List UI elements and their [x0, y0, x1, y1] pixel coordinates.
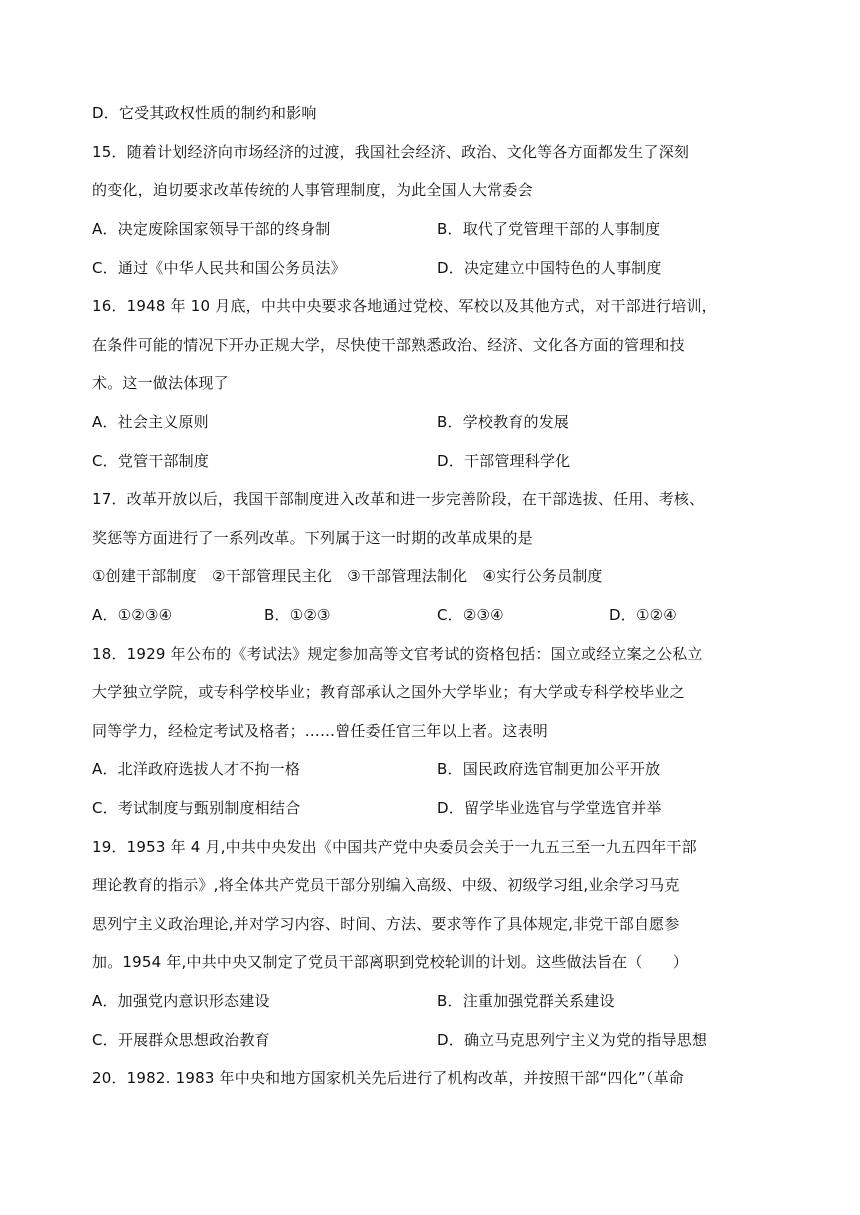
- q16-option-c: C．党管干部制度: [92, 452, 210, 470]
- q19-option-a: A．加强党内意识形态建设: [92, 992, 270, 1010]
- q17-option-a: A．①②③④: [92, 606, 173, 624]
- q18-stem-line-3: 同等学力，经检定考试及格者；……曾任委任官三年以上者。这表明: [92, 722, 549, 740]
- q16-option-b: B．学校教育的发展: [437, 413, 570, 431]
- q19-stem-line-2: 理论教育的指示》,将全体共产党员干部分别编入高级、中级、初级学习组,业余学习马克: [92, 876, 680, 894]
- q15-option-a: A．决定废除国家领导干部的终身制: [92, 220, 331, 238]
- q15-option-c: C．通过《中华人民共和国公务员法》: [92, 259, 346, 277]
- q16-stem-line-1: 16．1948 年 10 月底，中共中央要求各地通过党校、军校以及其他方式，对干部进行培训，: [92, 297, 717, 315]
- q16-stem-line-3: 术。这一做法体现了: [92, 374, 229, 392]
- q17-option-b: B．①②③: [264, 606, 331, 624]
- q17-stem-line-1: 17．改革开放以后，我国干部制度进入改革和进一步完善阶段，在干部选拔、任用、考核、: [92, 490, 705, 508]
- q18-stem-line-1: 18．1929 年公布的《考试法》规定参加高等文官考试的资格包括：国立或经立案之公私立: [92, 645, 703, 663]
- q19-stem-line-1: 19．1953 年 4 月,中共中央发出《中国共产党中央委员会关于一九五三至一九五四年干部: [92, 838, 697, 856]
- q20-stem-line-1: 20．1982. 1983 年中央和地方国家机关先后进行了机构改革，并按照干部“四化”（革命: [92, 1069, 684, 1087]
- q16-stem-line-2: 在条件可能的情况下开办正规大学，尽快使干部熟悉政治、经济、文化各方面的管理和技: [92, 336, 685, 354]
- q15-option-b: B．取代了党管理干部的人事制度: [437, 220, 661, 238]
- q19-option-b: B．注重加强党群关系建设: [437, 992, 615, 1010]
- q17-statements: ①创建干部制度 ②干部管理民主化 ③干部管理法制化 ④实行公务员制度: [92, 567, 603, 585]
- q15-option-d: D．决定建立中国特色的人事制度: [437, 259, 662, 277]
- q15-stem-line-1: 15．随着计划经济向市场经济的过渡，我国社会经济、政治、文化等各方面都发生了深刻: [92, 143, 690, 161]
- q14-option-d: D．它受其政权性质的制约和影响: [92, 104, 317, 122]
- q19-stem-line-4: 加。1954 年,中共中央又制定了党员干部离职到党校轮训的计划。这些做法旨在（ ）: [92, 953, 689, 971]
- q18-option-d: D．留学毕业选官与学堂选官并举: [437, 799, 662, 817]
- q19-stem-line-3: 思列宁主义政治理论,并对学习内容、时间、方法、要求等作了具体规定,非党干部自愿参: [92, 915, 680, 933]
- q15-stem-line-2: 的变化，迫切要求改革传统的人事管理制度，为此全国人大常委会: [92, 181, 533, 199]
- q17-option-c: C．②③④: [437, 606, 504, 624]
- q18-option-b: B．国民政府选官制更加公平开放: [437, 760, 661, 778]
- q16-option-a: A．社会主义原则: [92, 413, 209, 431]
- q18-stem-line-2: 大学独立学院，或专科学校毕业；教育部承认之国外大学毕业；有大学或专科学校毕业之: [92, 683, 685, 701]
- q16-option-d: D．干部管理科学化: [437, 452, 571, 470]
- q19-option-d: D．确立马克思列宁主义为党的指导思想: [437, 1031, 708, 1049]
- q17-stem-line-2: 奖惩等方面进行了一系列改革。下列属于这一时期的改革成果的是: [92, 529, 533, 547]
- q17-option-d: D．①②④: [609, 606, 677, 624]
- q18-option-a: A．北洋政府选拔人才不拘一格: [92, 760, 301, 778]
- q19-option-c: C．开展群众思想政治教育: [92, 1031, 270, 1049]
- q18-option-c: C．考试制度与甄别制度相结合: [92, 799, 301, 817]
